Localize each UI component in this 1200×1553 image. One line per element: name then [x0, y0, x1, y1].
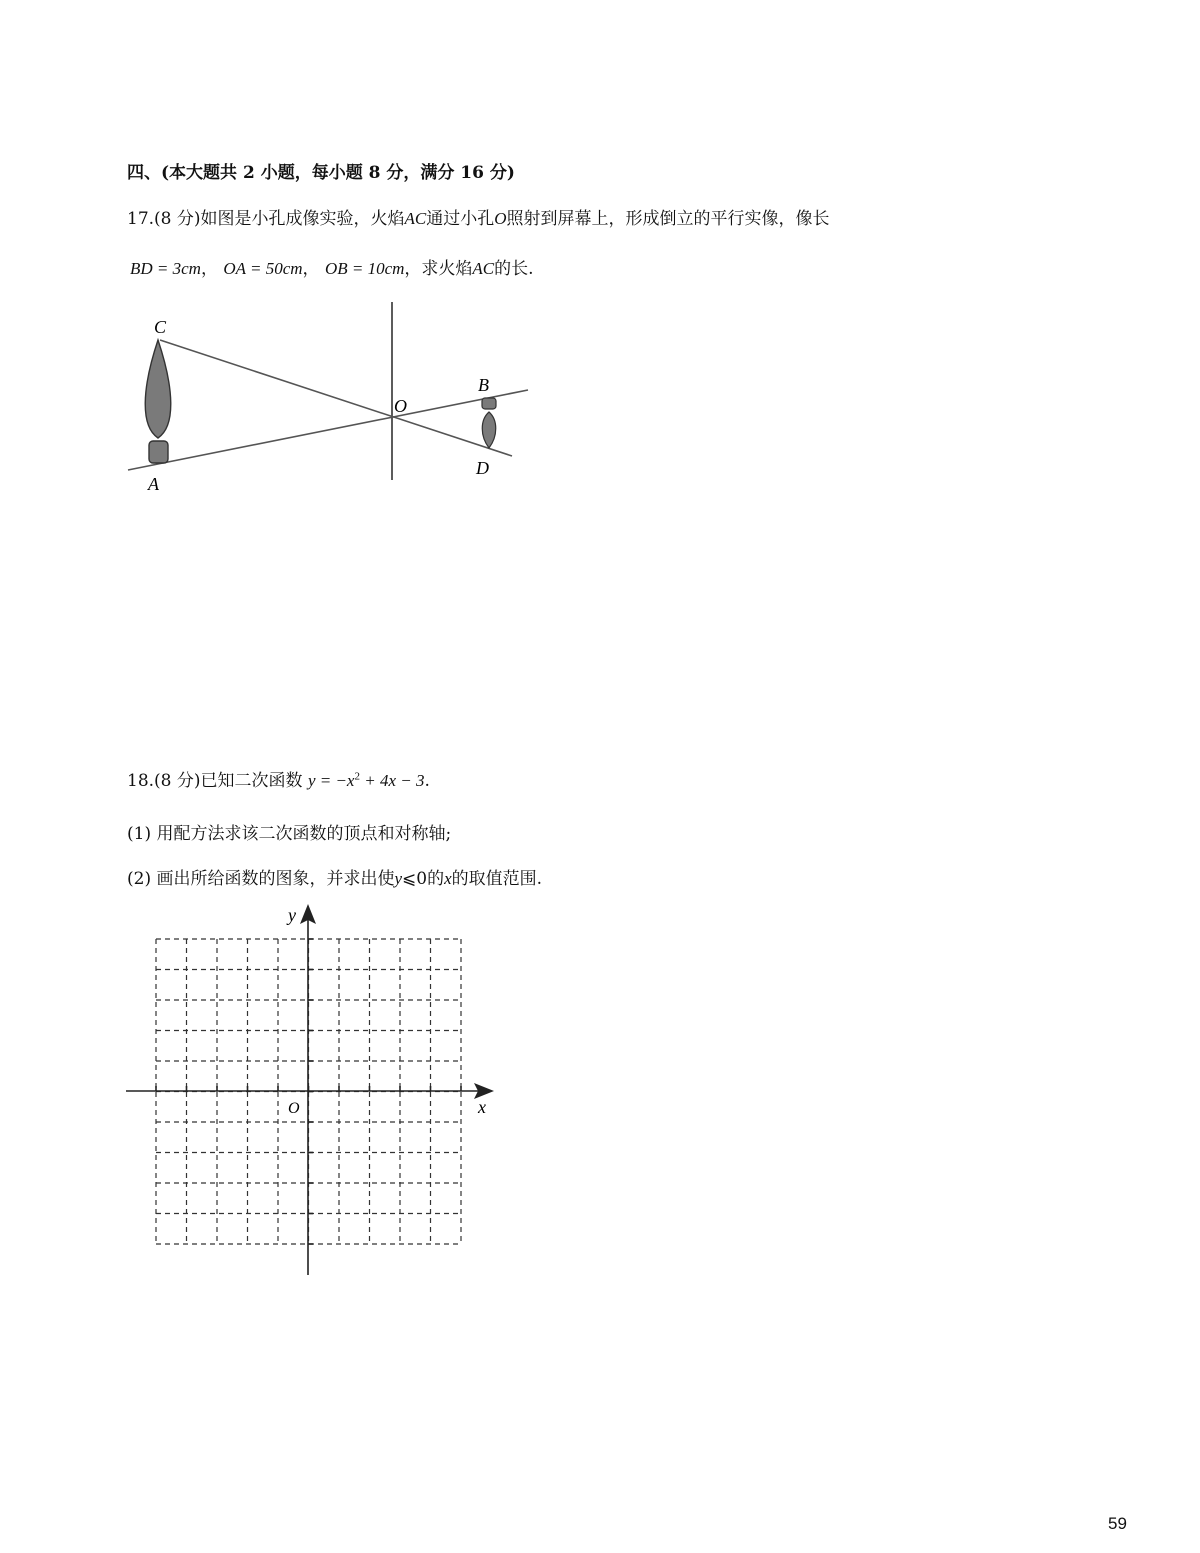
question-18-line-1: 18.(8 分)已知二次函数 $y = -x^2 + 4x - 3$. — [127, 770, 430, 791]
quadratic-function: $y = -x^2 + 4x - 3$ — [307, 770, 425, 790]
question-number: 17. — [127, 209, 155, 229]
given-ob: OB = 10cm — [324, 259, 405, 278]
question-18-part-2: (2) 画出所给函数的图象，并求出使y⩽0的x的取值范围. — [127, 869, 543, 889]
label-origin: O — [288, 1100, 300, 1117]
label-y: y — [288, 905, 296, 925]
label-a: A — [148, 474, 159, 494]
image-flame — [482, 412, 496, 448]
image-base — [482, 398, 496, 409]
label-x: x — [478, 1097, 486, 1117]
label-c: C — [154, 317, 167, 337]
question-number: 18. — [127, 771, 155, 791]
given-oa: OA = 50cm — [223, 259, 303, 278]
given-bd: BD = 3cm — [130, 259, 201, 278]
question-score: (8 分) — [154, 771, 201, 791]
pinhole-figure — [120, 298, 540, 498]
question-17-line-1: 17.(8 分)如图是小孔成像实验，火焰AC通过小孔O照射到屏幕上，形成倒立的平行实像，像长 — [127, 209, 830, 229]
label-b: B — [478, 375, 489, 395]
flame-shape — [145, 340, 171, 438]
coordinate-grid — [120, 895, 510, 1280]
question-score: (8 分) — [154, 209, 201, 229]
label-o: O — [394, 396, 407, 416]
candle-base — [149, 441, 168, 463]
page-number: 59 — [1108, 1514, 1127, 1533]
question-17-line-2: BD = 3cm， OA = 50cm， OB = 10cm，求火焰AC的长. — [130, 259, 534, 279]
ray-c-d — [160, 340, 512, 456]
section-heading: 四、(本大题共 2 小题，每小题 8 分，满分 16 分) — [127, 163, 515, 183]
question-18-part-1: (1) 用配方法求该二次函数的顶点和对称轴; — [127, 824, 452, 844]
ray-a-b — [128, 390, 528, 470]
label-d: D — [476, 458, 489, 478]
